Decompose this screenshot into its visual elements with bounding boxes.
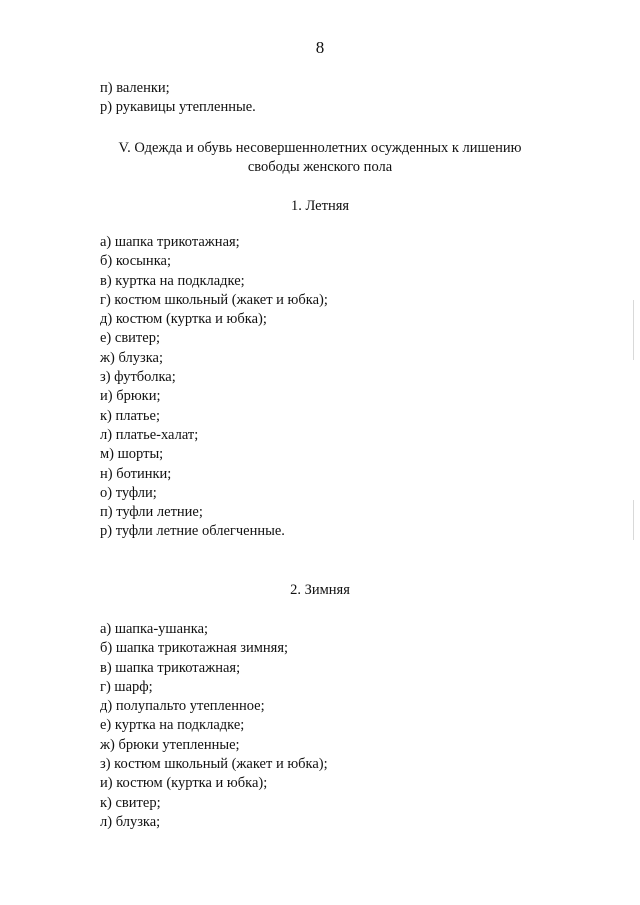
intro-item: р) рукавицы утепленные. [100, 99, 256, 115]
summer-heading: 1. Летняя [290, 198, 350, 214]
list-item: а) шапка трикотажная; [100, 234, 240, 250]
list-item: к) платье; [100, 407, 160, 424]
list-item: а) шапка-ушанка; [100, 621, 209, 637]
list-item: о) туфли; [100, 484, 157, 501]
scan-artifact [633, 500, 634, 540]
list-item: г) шарф; [100, 678, 153, 695]
list-item: л) платье-халат; [100, 426, 199, 443]
list-item: г) костюм школьный (жакет и юбка); [100, 291, 328, 308]
list-item: н) ботинки; [100, 465, 172, 482]
page-number: 8 [315, 38, 325, 57]
list-item: и) костюм (куртка и юбка); [100, 775, 268, 792]
summer-list [100, 233, 328, 542]
list-item: з) футболка; [100, 369, 176, 386]
section-title-line-1: V. Одежда и обувь несовершеннолетних осужденных к лишению [118, 140, 522, 156]
winter-heading: 2. Зимняя [290, 582, 350, 598]
scan-artifact [633, 300, 634, 360]
list-item: ж) брюки утепленные; [100, 736, 240, 753]
winter-list [100, 620, 328, 832]
list-item: п) туфли летние; [100, 504, 203, 521]
list-item: ж) блузка; [100, 349, 163, 366]
list-item: р) туфли летние облегченные. [100, 523, 285, 540]
list-item: в) шапка трикотажная; [100, 659, 241, 676]
intro-item: п) валенки; [100, 80, 170, 96]
list-item: к) свитер; [100, 794, 161, 811]
list-item: л) блузка; [100, 813, 161, 830]
list-item: в) куртка на подкладке; [100, 272, 245, 289]
list-item: б) шапка трикотажная зимняя; [100, 640, 289, 657]
list-item: и) брюки; [100, 388, 161, 405]
list-item: е) свитер; [100, 330, 160, 347]
list-item: з) костюм школьный (жакет и юбка); [100, 756, 328, 773]
section-title-line-2: свободы женского пола [247, 159, 393, 175]
list-item: м) шорты; [100, 446, 164, 463]
list-item: д) костюм (куртка и юбка); [100, 311, 267, 328]
list-item: б) косынка; [100, 253, 171, 270]
list-item: е) куртка на подкладке; [100, 717, 245, 734]
list-item: д) полупальто утепленное; [100, 698, 265, 715]
